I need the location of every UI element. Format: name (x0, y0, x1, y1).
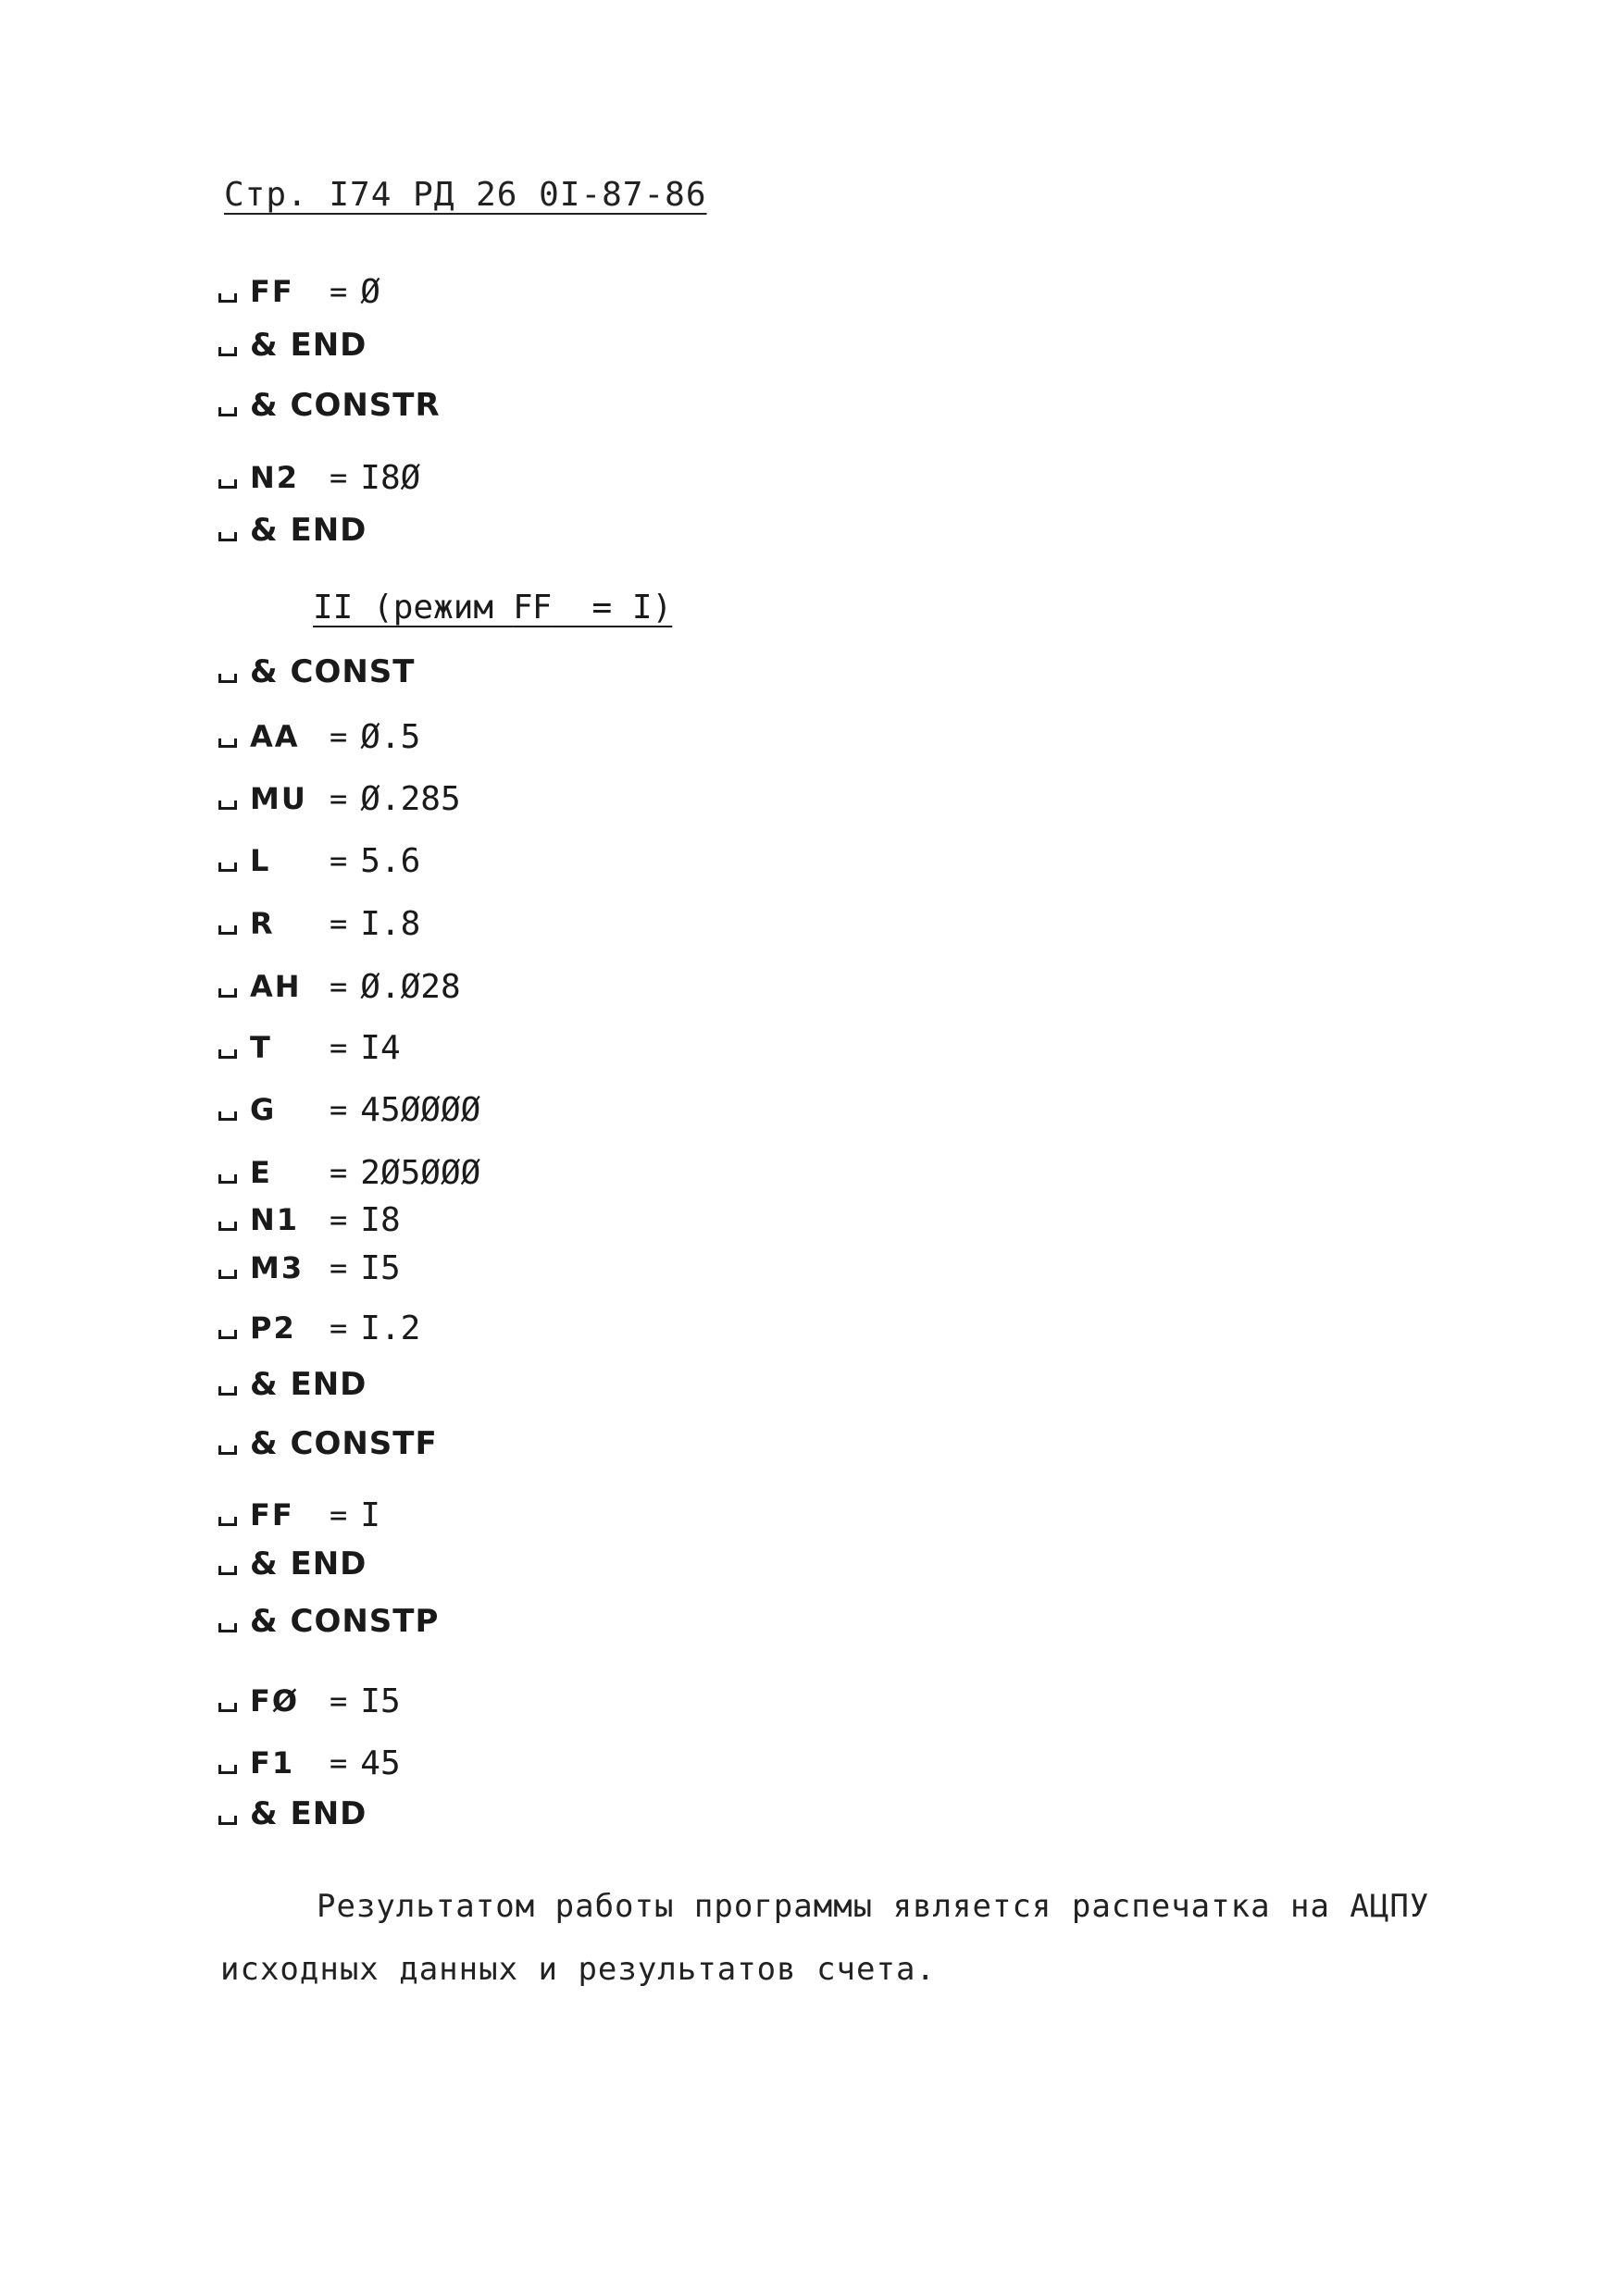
space-symbol-icon (218, 1270, 237, 1279)
code-line-ff (218, 268, 380, 315)
equals-sign: = (330, 1030, 348, 1065)
code-line-g (218, 1086, 480, 1133)
space-symbol-icon (218, 347, 237, 356)
code-line-l (218, 838, 420, 884)
param-name: E (250, 1155, 272, 1190)
space-symbol-icon (218, 1623, 237, 1632)
param-name: MU (250, 781, 307, 816)
code-line-ah (218, 963, 461, 1010)
code-line-constp (218, 1598, 439, 1644)
equals-sign: = (330, 1155, 348, 1190)
param-name: FØ (250, 1683, 300, 1719)
space-symbol-icon (218, 293, 237, 303)
code-line-mu (218, 776, 461, 822)
equals-sign: = (330, 274, 348, 309)
param-value: I.2 (360, 1309, 421, 1347)
code-line-n2 (218, 454, 420, 501)
space-symbol-icon (218, 1446, 237, 1455)
param-value: I4 (360, 1028, 401, 1067)
space-symbol-icon (218, 800, 237, 810)
mode-suffix: = I) (552, 589, 673, 627)
space-symbol-icon (218, 1049, 237, 1059)
equals-sign: = (330, 843, 348, 878)
code-line-end (218, 507, 367, 553)
space-symbol-icon (218, 1330, 237, 1339)
param-value: I (360, 1496, 380, 1534)
keyword: & CONSTR (250, 387, 441, 424)
mode-heading (313, 589, 672, 627)
code-line-end (218, 1361, 367, 1408)
param-value: I8 (360, 1200, 401, 1239)
mode-prefix: II (режим (313, 589, 514, 627)
equals-sign: = (330, 906, 348, 941)
equals-sign: = (330, 781, 348, 816)
space-symbol-icon (218, 1222, 237, 1231)
keyword: & END (250, 1545, 367, 1582)
param-value: Ø (360, 272, 380, 311)
param-name: N2 (250, 460, 300, 495)
keyword: & END (250, 1366, 367, 1403)
space-symbol-icon (218, 674, 237, 683)
param-name: AA (250, 719, 300, 754)
code-line-end (218, 1541, 367, 1587)
param-name: M3 (250, 1250, 305, 1285)
param-name: FF (250, 274, 294, 309)
param-value: 45ØØØØ (360, 1090, 481, 1129)
param-value: 5.6 (360, 841, 421, 880)
param-value: I.8 (360, 904, 421, 943)
result-text-line-1: Результатом работы программы является распечатка на АЦПУ (317, 1888, 1430, 1925)
keyword: & END (250, 1795, 367, 1832)
code-line-t (218, 1024, 401, 1071)
code-line-f0 (218, 1678, 401, 1724)
space-symbol-icon (218, 988, 237, 998)
param-name: N1 (250, 1202, 300, 1237)
code-line-constr (218, 382, 441, 428)
equals-sign: = (330, 1497, 348, 1533)
space-symbol-icon (218, 479, 237, 489)
param-value: 2Ø5ØØØ (360, 1153, 481, 1192)
param-name: T (250, 1030, 272, 1065)
equals-sign: = (330, 1310, 348, 1346)
space-symbol-icon (218, 1765, 237, 1774)
space-symbol-icon (218, 738, 237, 748)
equals-sign: = (330, 1683, 348, 1719)
equals-sign: = (330, 719, 348, 754)
param-name: G (250, 1092, 277, 1127)
code-line-end (218, 1791, 367, 1837)
equals-sign: = (330, 1745, 348, 1781)
param-value: 45 (360, 1744, 401, 1782)
param-name: R (250, 906, 275, 941)
code-line-aa (218, 714, 420, 760)
param-name: L (250, 843, 271, 878)
space-symbol-icon (218, 1386, 237, 1396)
param-name: P2 (250, 1310, 296, 1346)
space-symbol-icon (218, 1517, 237, 1526)
equals-sign: = (330, 1202, 348, 1237)
code-line-n1 (218, 1197, 401, 1243)
param-name: FF (250, 1497, 294, 1533)
param-value: I5 (360, 1682, 401, 1720)
code-line-e (218, 1149, 480, 1196)
space-symbol-icon (218, 407, 237, 416)
param-value: I5 (360, 1248, 401, 1287)
param-name: F1 (250, 1745, 295, 1781)
param-value: Ø.5 (360, 717, 421, 756)
code-line-f1 (218, 1740, 401, 1786)
space-symbol-icon (218, 1703, 237, 1712)
param-name: AH (250, 969, 302, 1004)
code-line-const (218, 649, 415, 695)
code-line-end (218, 322, 367, 368)
space-symbol-icon (218, 532, 237, 541)
space-symbol-icon (218, 925, 237, 935)
equals-sign: = (330, 969, 348, 1004)
space-symbol-icon (218, 1566, 237, 1575)
code-line-r (218, 900, 420, 947)
param-value: Ø.Ø28 (360, 967, 461, 1006)
keyword: & END (250, 327, 367, 364)
keyword: & CONSTP (250, 1603, 440, 1640)
equals-sign: = (330, 1092, 348, 1127)
code-line-ff (218, 1492, 380, 1538)
equals-sign: = (330, 460, 348, 495)
space-symbol-icon (218, 1174, 237, 1184)
code-line-constf (218, 1421, 438, 1467)
keyword: & END (250, 512, 367, 549)
space-symbol-icon (218, 863, 237, 872)
space-symbol-icon (218, 1816, 237, 1825)
param-value: Ø.285 (360, 779, 461, 818)
code-line-p2 (218, 1305, 420, 1351)
code-line-m3 (218, 1245, 401, 1291)
space-symbol-icon (218, 1111, 237, 1121)
keyword: & CONST (250, 653, 416, 690)
mode-ff: FF (513, 589, 553, 627)
param-value: I8Ø (360, 458, 421, 497)
result-text-line-2: исходных данных и результатов счета. (220, 1951, 936, 1988)
page-header: Стр. I74 РД 26 0I-87-86 (224, 176, 707, 214)
equals-sign: = (330, 1250, 348, 1285)
keyword: & CONSTF (250, 1425, 438, 1462)
